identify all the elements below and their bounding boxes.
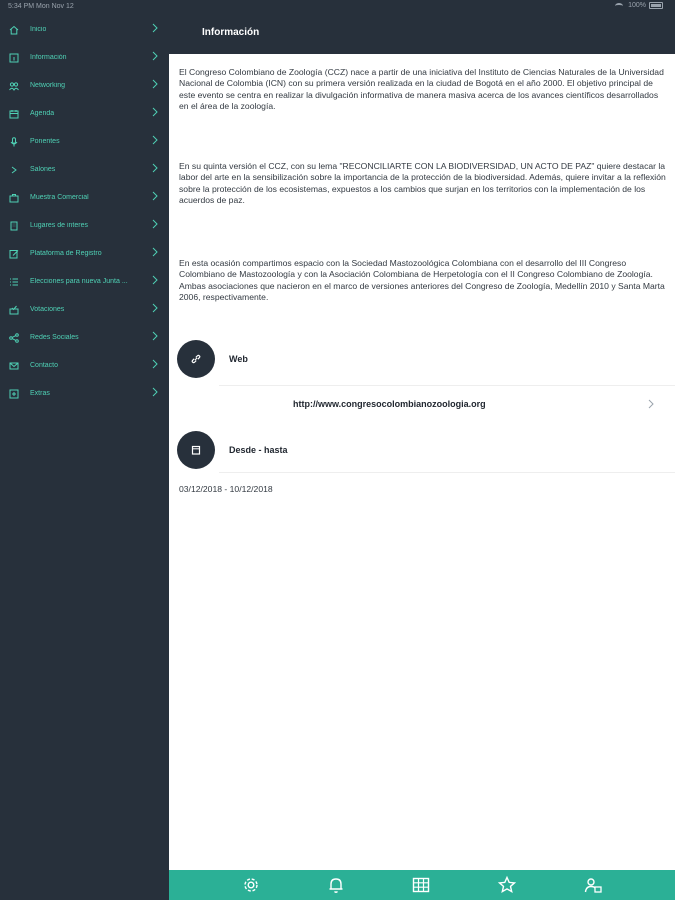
- main-content: [169, 54, 675, 870]
- sidebar-item-agenda[interactable]: [0, 104, 169, 124]
- sidebar-item-label: Ponentes: [30, 138, 60, 145]
- chevron-right-icon: [151, 386, 159, 398]
- chevron-right-icon: [151, 190, 159, 202]
- website-url: http://www.congresocolombianozoologia.org: [293, 399, 486, 409]
- share-icon: [9, 333, 19, 343]
- chevron-right-icon: [151, 330, 159, 342]
- sidebar-item-label: Networking: [30, 82, 66, 89]
- briefcase-icon: [9, 193, 19, 203]
- sidebar-item-muestra-comercial[interactable]: [0, 188, 169, 208]
- date-circle: [177, 431, 215, 469]
- battery-icon: [649, 2, 663, 9]
- link-icon: [190, 353, 202, 365]
- page-title: Información: [202, 27, 260, 38]
- sidebar-item-label: Inicio: [30, 26, 47, 33]
- sidebar-item-label: Lugares de interes: [30, 222, 88, 229]
- sidebar-item-label: Redes Sociales: [30, 334, 79, 341]
- info-paragraph: En esta ocasión compartimos espacio con la Sociedad Mastozoológica Colombiana con el desarrollo del III Congreso Colombiano de Mastozoología y con la Asociación Colombiana de Herpetología con el II Congreso Colombiano de Zoología. Ambas asociaciones que nacieron en el marco de versiones anteriores del Congreso de Zoología, Medellín 2010 y Santa Marta 2006, respectivamente.: [179, 258, 665, 303]
- sidebar-item-label: Extras: [30, 390, 50, 397]
- top-header: [169, 14, 675, 54]
- sidebar-item-informacion[interactable]: [0, 48, 169, 68]
- chevron-right-icon: [151, 22, 159, 34]
- microphone-icon: [9, 137, 19, 147]
- plus-icon: [9, 389, 19, 399]
- sidebar-item-inicio[interactable]: [0, 20, 169, 40]
- tab-settings[interactable]: [241, 875, 261, 895]
- gear-icon: [241, 875, 261, 895]
- bottom-tab-bar: [169, 870, 675, 900]
- tab-notifications[interactable]: [326, 875, 346, 895]
- sidebar: [0, 14, 169, 900]
- edit-icon: [9, 249, 19, 259]
- sidebar-item-label: Salones: [30, 166, 56, 173]
- sidebar-item-ponentes[interactable]: [0, 132, 169, 152]
- sidebar-item-label: Muestra Comercial: [30, 194, 89, 201]
- chevron-right-icon: [151, 302, 159, 314]
- grid-icon: [411, 875, 431, 895]
- website-link[interactable]: [169, 389, 675, 419]
- chevron-right-icon: [151, 246, 159, 258]
- status-bar: [0, 0, 675, 14]
- info-icon: [9, 53, 19, 63]
- chevron-right-icon: [151, 162, 159, 174]
- vote-icon: [9, 305, 19, 315]
- web-label: Web: [229, 354, 248, 364]
- tab-profile[interactable]: [583, 875, 603, 895]
- sidebar-item-extras[interactable]: [0, 384, 169, 404]
- sidebar-item-networking[interactable]: [0, 76, 169, 96]
- sidebar-item-label: Contacto: [30, 362, 59, 369]
- sidebar-item-elecciones[interactable]: [0, 272, 169, 292]
- chevron-right-icon: [151, 358, 159, 370]
- tab-favorites[interactable]: [497, 875, 517, 895]
- calendar-icon: [9, 109, 19, 119]
- battery-indicator: [628, 2, 663, 9]
- building-icon: [9, 221, 19, 231]
- tab-grid[interactable]: [411, 875, 431, 895]
- date-label: Desde - hasta: [229, 445, 288, 455]
- info-paragraph: En su quinta versión el CCZ, con su lema "RECONCILIARTE CON LA BIODIVERSIDAD, UN ACTO DE PAZ" quiere destacar la labor del arte en la sensibilización sobre la importancia de la protección de la biodiversidad. Además, quiere invitar a la reflexión sobre la protección de los ecosistemas, expuestos a los cambios que surjan en los territorios con la implementación de los acuerdos de paz.: [179, 161, 666, 206]
- chevron-icon: [9, 165, 19, 175]
- chevron-right-icon: [151, 218, 159, 230]
- sidebar-item-label: Votaciones: [30, 306, 65, 313]
- link-circle: [177, 340, 215, 378]
- home-icon: [9, 25, 19, 35]
- sidebar-item-contacto[interactable]: [0, 356, 169, 376]
- chevron-right-icon: [151, 50, 159, 62]
- chevron-right-icon: [151, 78, 159, 90]
- sidebar-item-lugares-de-interes[interactable]: [0, 216, 169, 236]
- people-icon: [9, 81, 19, 91]
- date-range: 03/12/2018 - 10/12/2018: [179, 484, 273, 494]
- chevron-right-icon: [151, 274, 159, 286]
- sidebar-item-plataforma-de-registro[interactable]: [0, 244, 169, 264]
- users-icon: [583, 875, 603, 895]
- sidebar-item-label: Agenda: [30, 110, 55, 117]
- sidebar-item-votaciones[interactable]: [0, 300, 169, 320]
- divider: [219, 472, 675, 473]
- bell-icon: [326, 875, 346, 895]
- wifi-icon: [615, 3, 623, 9]
- calendar-icon: [190, 444, 202, 456]
- mail-icon: [9, 361, 19, 371]
- star-icon: [497, 875, 517, 895]
- info-paragraph: El Congreso Colombiano de Zoología (CCZ) nace a partir de una iniciativa del Instituto de Ciencias Naturales de la Universidad Nacional de Colombia (ICN) con su primera versión realizada en la ciudad de Bogotá en el año 2000. El objetivo principal de este evento se centra en realizar la divulgación informativa de manera masiva acerca de los avances científicos desarrollados en el área de la zoología.: [179, 67, 664, 112]
- status-time: 5:34 PM Mon Nov 12: [8, 3, 74, 10]
- divider: [219, 385, 675, 386]
- chevron-right-icon: [647, 397, 655, 409]
- chevron-right-icon: [151, 106, 159, 118]
- sidebar-item-label: Información: [30, 54, 67, 61]
- battery-percent: 100%: [628, 2, 646, 9]
- list-icon: [9, 277, 19, 287]
- chevron-right-icon: [151, 134, 159, 146]
- sidebar-item-label: Plataforma de Registro: [30, 250, 102, 257]
- sidebar-item-redes-sociales[interactable]: [0, 328, 169, 348]
- sidebar-item-label: Elecciones para nueva Junta ...: [30, 278, 128, 285]
- sidebar-item-salones[interactable]: [0, 160, 169, 180]
